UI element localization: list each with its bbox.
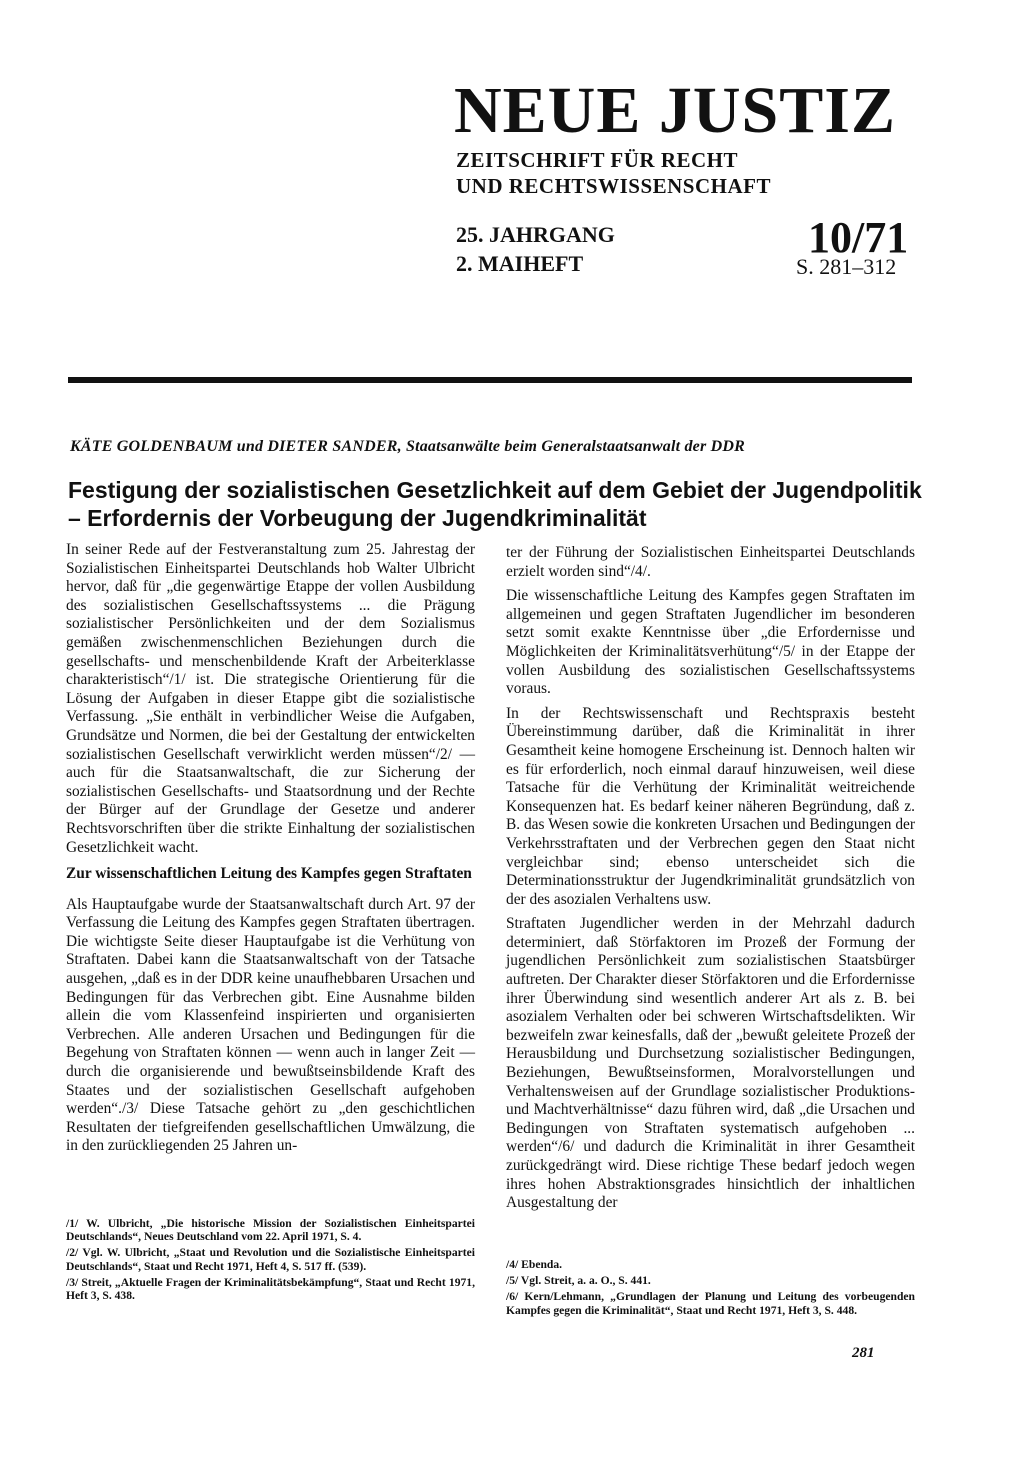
footnote: /3/ Streit, „Aktuelle Fragen der Kriminalitätsbekämpfung“, Staat und Recht 1971, Heft 3, S. 438. <box>66 1275 475 1303</box>
footnote: /2/ Vgl. W. Ulbricht, „Staat und Revolution und die Sozialistische Einheitspartei Deutschlands“, Staat und Recht 1971, Heft 4, S. 517 ff. (539). <box>66 1246 475 1273</box>
paragraph: Als Hauptaufgabe wurde der Staatsanwaltschaft durch Art. 97 der Verfassung die Leitung des Kampfes gegen Straftaten übertragen. Die wichtigste Seite dieser Hauptaufgabe ist die Verhütung von Straftaten. Dabei kann die Staatsanwaltschaft von der Tatsache ausgehen, „daß es in der DDR keine unaufhebbaren Ursachen und Bedingungen für das Verbrechen gibt. Eine Ausnahme bilden allein die vom Klassenfeind inspirierten und organisierten Verbrechen. Alle anderen Ursachen und Bedingungen für die Begehung von Straftaten können — wenn auch in langer Zeit — durch die organisierende und bewußtseinsbildende Kraft des Staates und der sozialistischen Gesellschaft aufgehoben werden“./3/ Diese Tatsache gehört zu „den geschichtlichen Resultaten der tiefgreifenden gesellschaftlichen Umwälzung, die in den zurückliegenden 25 Jahren un- <box>66 895 475 1155</box>
masthead-title: NEUE JUSTIZ <box>454 74 896 147</box>
footnotes-right <box>506 1258 915 1320</box>
volume-label: 25. JAHRGANG <box>456 222 615 247</box>
footnote: /5/ Vgl. Streit, a. a. O., S. 441. <box>506 1274 651 1288</box>
footnotes-left <box>66 1217 475 1305</box>
footnote: /4/ Ebenda. <box>506 1258 563 1271</box>
article-column-left <box>66 541 475 1162</box>
masthead-subtitle-line1: ZEITSCHRIFT FÜR RECHT <box>456 148 739 172</box>
footnote: /6/ Kern/Lehmann, „Grundlagen der Planung und Leitung des vorbeugenden Kampfes gegen die Kriminalität“, Staat und Recht 1971, Heft 3, S. 448. <box>506 1290 915 1317</box>
paragraph: In der Rechtswissenschaft und Rechtspraxis besteht Übereinstimmung darüber, daß die Kriminalität in ihrer Gesamtheit keine homogene Erscheinung ist. Dennoch halten wir es für erforderlich, noch einmal darauf hinzuweisen, weil diese Tatsache für die Verhütung der Kriminalität weitreichende Konsequenzen hat. Es bedarf keiner näheren Begründung, daß z. B. das Wesen sowie die konkreten Ursachen und Bedingungen der Verkehrsstraftaten und der Verbrechen gegen den Staat nicht vergleichbar sind; ebenso unterscheidet sich die Determinationsstruktur der Jugendkriminalität grundsätzlich von der des asozialen Verhaltens usw. <box>506 704 915 908</box>
article-authors: KÄTE GOLDENBAUM und DIETER SANDER, Staatsanwälte beim Generalstaatsanwalt der DDR <box>70 438 745 455</box>
section-heading: Zur wissenschaftlichen Leitung des Kampfes gegen Straftaten <box>66 865 472 883</box>
paragraph: Die wissenschaftliche Leitung des Kampfes gegen Straftaten im allgemeinen und gegen Straftaten Jugendlicher im besonderen setzt somit exakte Kenntnisse über „die Erfordernisse und Möglichkeiten der Kriminalitätsverhütung“/5/ in der Etappe der vollen Ausbildung des sozialistischen Gesellschaftssystems voraus. <box>506 587 915 698</box>
paragraph: In seiner Rede auf der Festveranstaltung zum 25. Jahrestag der Sozialistischen Einheitspartei Deutschlands hob Walter Ulbricht hervor, daß für „die gegenwärtige Etappe der vollen Ausbildung des sozialistischen Gesellschaftssystems ... die Prägung sozialistischer Persönlichkeiten und der dem Sozialismus gemäßen zwischenmenschlichen Beziehungen durch die gesellschafts- und menschenbildende Kraft der Arbeiterklasse charakteristisch“/1/ ist. Die strategische Orientierung für die Lösung der Aufgaben in dieser Etappe gibt die sozialistische Verfassung. „Sie enthält in verbindlicher Weise die Aufgaben, Grundsätze und Normen, die bei der Gestaltung der entwickelten sozialistischen Gesellschaft verwirklicht werden müssen“/2/ — auch für die Staatsanwaltschaft, die zur Sicherung der sozialistischen Gesellschafts- und Staatsordnung und der Rechte der Bürger auf der Grundlage der Gesetze und anderer Rechtsvorschriften über die strikte Einhaltung der sozialistischen Gesetzlichkeit wacht. <box>66 541 475 856</box>
footnote: /1/ W. Ulbricht, „Die historische Mission der Sozialistischen Einheitspartei Deutschlands“, Neues Deutschland vom 22. April 1971, S. 4. <box>66 1217 475 1244</box>
issue-number: 10/71 <box>808 213 909 262</box>
article-headline: Festigung der sozialistischen Gesetzlichkeit auf dem Gebiet der Jugendpolitik – Erfordernis der Vorbeugung der Jugendkriminalität <box>68 477 922 531</box>
page-range: S. 281–312 <box>796 254 897 279</box>
issue-half-label: 2. MAIHEFT <box>456 251 584 276</box>
paragraph: Straftaten Jugendlicher werden in der Mehrzahl dadurch determiniert, daß Störfaktoren im Prozeß der Formung der jugendlichen Persönlichkeit zum sozialistischen Staatsbürger auftreten. Der Charakter dieser Störfaktoren und die Erfordernisse ihrer Überwindung sind wesentlich anderer Art als z. B. bei asozialem Verhalten oder bei schweren Wirtschaftsdelikten. Wir bezweifeln zwar keinesfalls, daß der „bewußt geleitete Prozeß der Herausbildung und Durchsetzung sozialistischer Bedingungen, Beziehungen, Bewußtseinsformen, Moralvorstellungen und Verhaltensweisen auf der Grundlage sozialistischer Produktions- und Machtverhältnisse“ dazu führen wird, daß „die Ursachen und Bedingungen von Straftaten systematisch aufgehoben ... werden“/6/ und dadurch die Kriminalität in ihrer Gesamtheit zurückgedrängt wird. Diese richtige These bedarf jedoch wegen ihres hohen Abstraktionsgrades hinsichtlich der inhaltlichen Ausgestaltung der <box>506 915 915 1212</box>
article-column-right <box>506 544 915 1219</box>
header-divider <box>68 377 912 383</box>
page-number: 281 <box>852 1345 875 1361</box>
paragraph: ter der Führung der Sozialistischen Einheitspartei Deutschlands erzielt worden sind“/4/. <box>506 544 915 580</box>
masthead-subtitle-line2: UND RECHTSWISSENSCHAFT <box>456 174 771 198</box>
